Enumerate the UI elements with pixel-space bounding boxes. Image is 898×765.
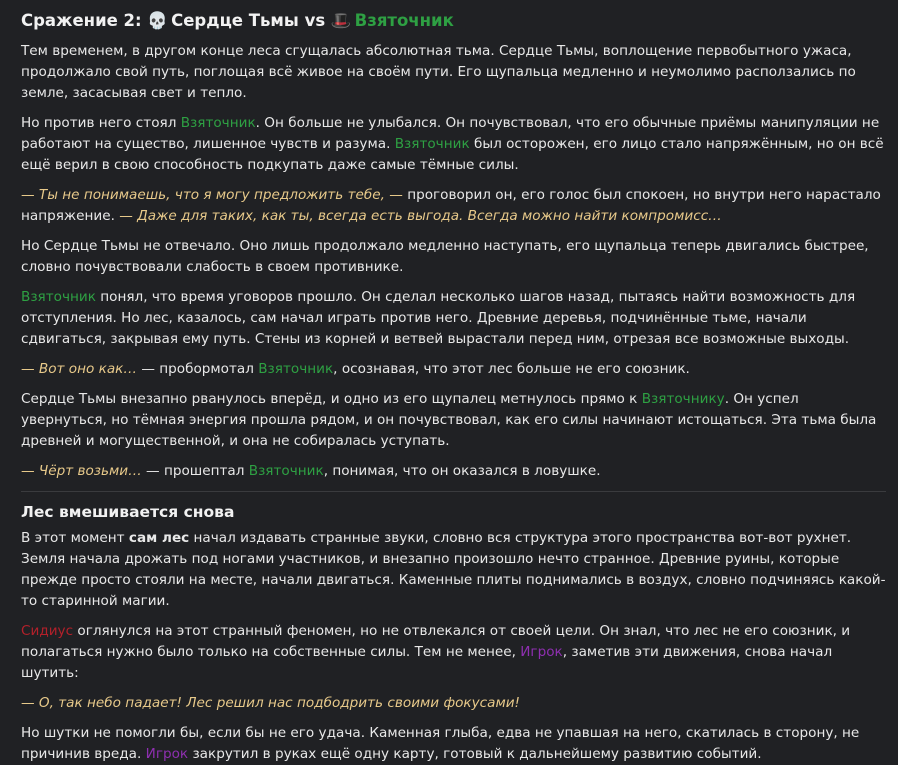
text-span: . Он успел увернуться, но тёмная энергия прошла рядом, и он почувствовал, как его силы начинают истощаться. Эта тьма была древней и могущественной, и она не собиралась уступать. (21, 391, 877, 449)
character-name: Взяточник (21, 289, 96, 305)
character-name: Взяточнику (641, 391, 725, 407)
text-span: В этот момент (21, 530, 129, 546)
paragraph-5 (21, 287, 886, 350)
text-span: , осознавая, что этот лес больше не его союзник. (333, 361, 690, 377)
section-divider (21, 491, 886, 492)
paragraph-10 (21, 621, 886, 684)
paragraph-1: Тем временем, в другом конце леса сгущалась абсолютная тьма. Сердце Тьмы, воплощение первобытного ужаса, продолжало свой путь, поглощая всё живое на своём пути. Его щупальца медленно и неумолимо расползались по земле, засасывая свет и тепло. (21, 43, 856, 101)
dialogue-quote: — Даже для таких, как ты, всегда есть выгода. Всегда можно найти компромисс… (119, 208, 722, 224)
character-name: Взяточник (248, 463, 324, 479)
character-name: Взяточник (258, 361, 334, 377)
heading-name2: Взяточник (348, 11, 454, 30)
paragraph-8 (21, 461, 886, 482)
character-name: Взяточник (394, 136, 470, 152)
top-hat-icon: 🎩 (330, 11, 352, 30)
paragraph-12 (21, 723, 886, 765)
text-span: — пробормотал (137, 361, 259, 377)
dialogue-quote: — Чёрт возьми… (21, 463, 142, 479)
text-span: закрутил в руках ещё одну карту, готовый к дальнейшему развитию событий. (188, 746, 762, 762)
paragraph-4: Но Сердце Тьмы не отвечало. Оно лишь продолжало медленно наступать, его щупальца теперь двигались быстрее, словно почувствовали слабость в своем противнике. (21, 238, 869, 275)
character-name: Игрок (520, 644, 563, 660)
paragraph-7 (21, 389, 886, 452)
heading-prefix: Сражение 2: (21, 11, 148, 30)
paragraph-3 (21, 185, 886, 227)
text-span: Сердце Тьмы внезапно рванулось вперёд, и одно из его щупалец метнулось прямо к (21, 391, 642, 407)
text-span: проговорил он, его голос был спокоен, но внутри него нарастало напряжение. (21, 187, 881, 224)
character-name: Взяточник (180, 115, 256, 131)
text-span: понял, что время уговоров прошло. Он сделал несколько шагов назад, пытаясь найти возможность для отступления. Но лес, казалось, сам начал играть против него. Древние деревья, подчинённые тьме, начали сдвигаться, закрывая ему путь. Стены из корней и ветвей вырастали перед ним, отрезая все возможные выходы. (21, 289, 856, 347)
text-span: Но против него стоял (21, 115, 181, 131)
character-name: Сидиус (21, 623, 74, 639)
skull-icon: 💀 (147, 11, 168, 30)
text-span: , заметив эти движения, снова начал шутить: (21, 644, 833, 681)
text-span: был осторожен, его лицо стало напряжённым, но он всё ещё верил в свою способность подкупать даже самые тёмные силы. (21, 136, 884, 173)
section-heading: Лес вмешивается снова (21, 503, 235, 521)
text-span: . Он больше не улыбался. Он почувствовал, что его обычные приёмы манипуляции не работают на существо, лишенное чувств и разума. (21, 115, 880, 152)
dialogue-quote: — Вот оно как… (21, 361, 137, 377)
character-name: Игрок (145, 746, 189, 762)
heading-name1: Сердце Тьмы vs (165, 11, 331, 30)
text-span: — прошептал (141, 463, 249, 479)
text-span: , понимая, что он оказался в ловушке. (323, 463, 601, 479)
battle-heading (21, 8, 886, 34)
paragraph-2 (21, 113, 886, 176)
paragraph-9 (21, 528, 886, 612)
dialogue-quote: — Ты не понимаешь, что я могу предложить тебе, — (21, 187, 403, 203)
paragraph-6 (21, 359, 886, 380)
bold-text: сам лес (128, 530, 190, 546)
text-span: начал издавать странные звуки, словно вся структура этого пространства вот-вот рухнет. Земля начала дрожать под ногами участников, и внезапно произошло нечто странное. Древние руины, которые прежде просто стояли на месте, начали двигаться. Каменные плиты поднимались в воздух, словно подчиняясь какой-то старинной магии. (21, 530, 886, 609)
text-span: оглянулся на этот странный феномен, но не отвлекался от своей цели. Он знал, что лес не его союзник, и полагаться нужно было только на собственные силы. Тем не менее, (21, 623, 851, 660)
paragraph-11: — О, так небо падает! Лес решил нас подбодрить своими фокусами! (21, 695, 520, 711)
text-span: Но шутки не помогли бы, если бы не его удача. Каменная глыба, едва не упавшая на него, скатилась в сторону, не причинив вреда. (21, 725, 860, 762)
